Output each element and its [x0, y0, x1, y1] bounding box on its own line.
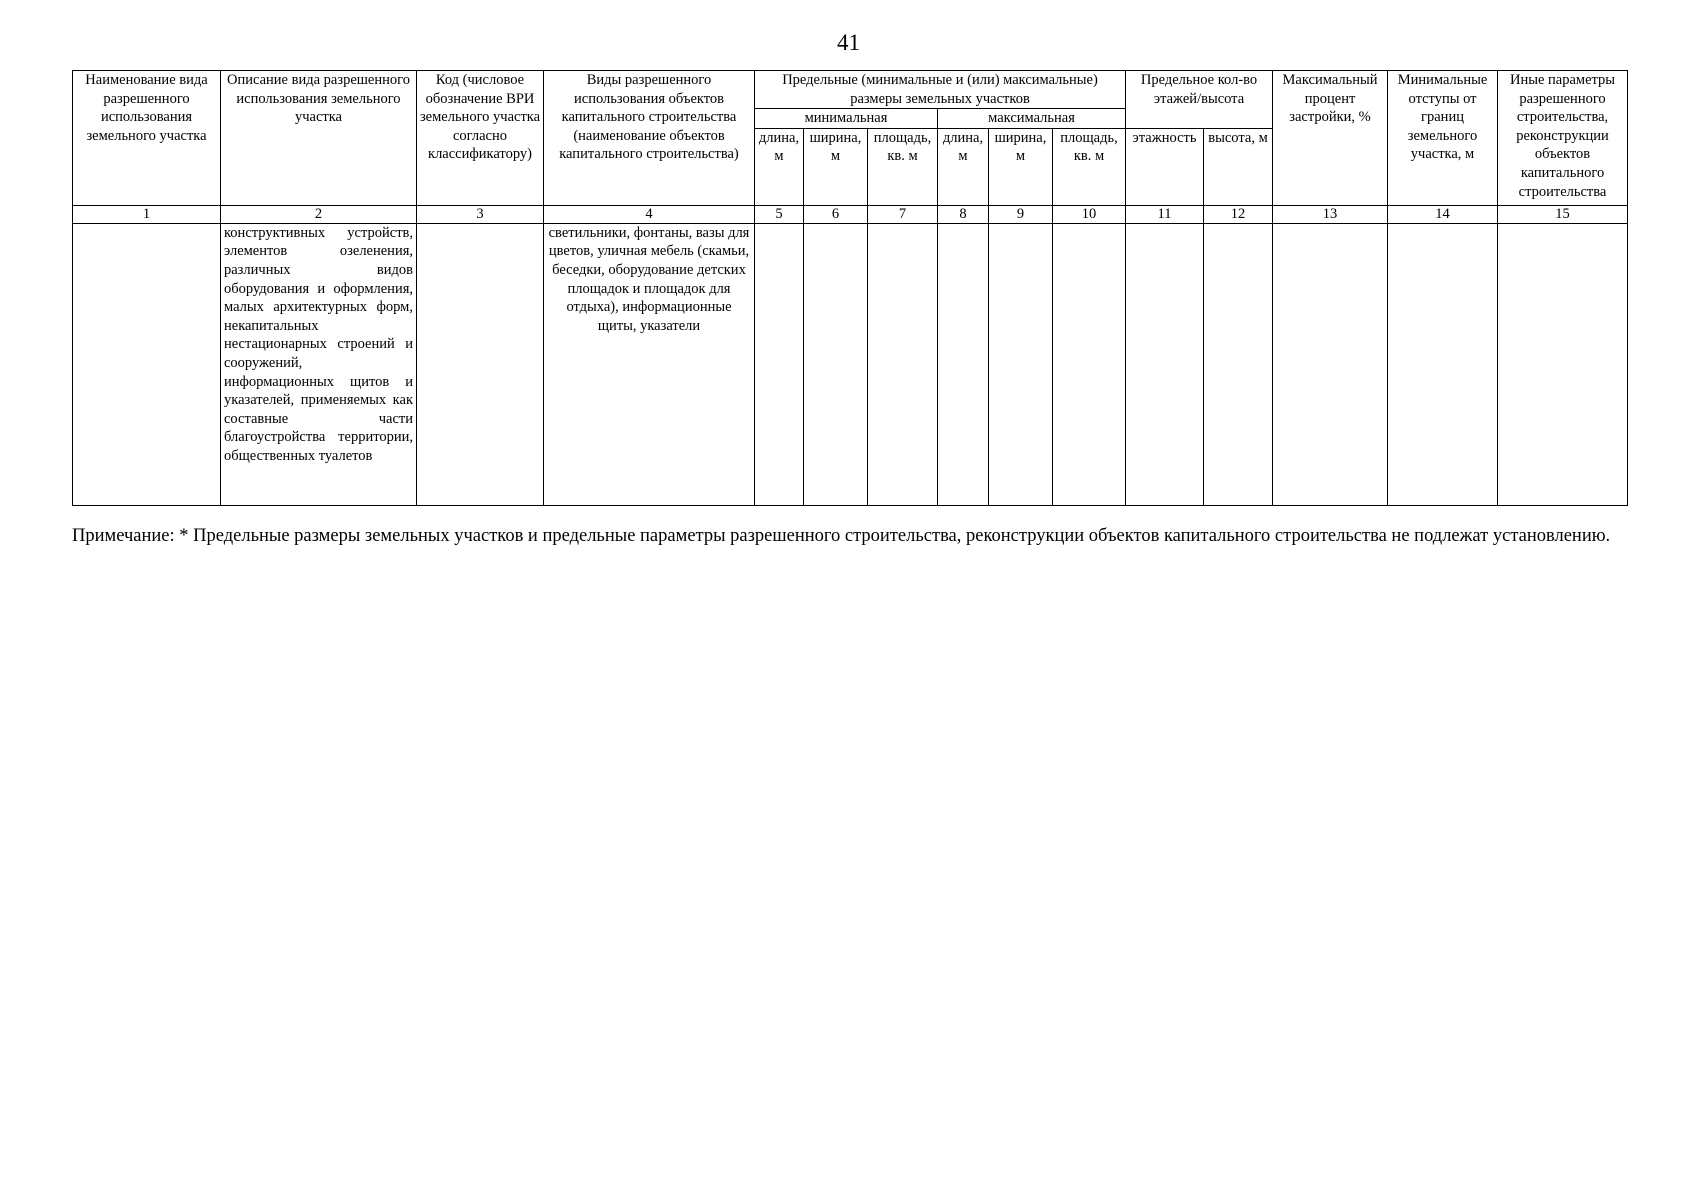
- header-col10: площадь, кв. м: [1053, 128, 1126, 205]
- cell-col10: [1053, 223, 1126, 505]
- column-number: 14: [1388, 205, 1498, 223]
- header-sub-max: максимальная: [938, 109, 1126, 129]
- column-number: 1: [73, 205, 221, 223]
- header-group-sizes: Предельные (минимальные и (или) максимальные) размеры земельных участков: [755, 71, 1126, 109]
- header-col15: Иные параметры разрешенного строительства, реконструкции объектов капитального строительства: [1498, 71, 1628, 206]
- header-sub-min: минимальная: [755, 109, 938, 129]
- header-col12: высота, м: [1204, 128, 1273, 205]
- column-number: 13: [1273, 205, 1388, 223]
- column-number: 10: [1053, 205, 1126, 223]
- header-col3: Код (числовое обозначение ВРИ земельного участка согласно классификатору): [417, 71, 544, 206]
- header-group-floors: Предельное кол-во этажей/высота: [1126, 71, 1273, 129]
- cell-col6: [804, 223, 868, 505]
- header-col9: ширина, м: [989, 128, 1053, 205]
- column-number: 11: [1126, 205, 1204, 223]
- header-col4: Виды разрешенного использования объектов капитального строительства (наименование объектов капитального строительства): [544, 71, 755, 206]
- header-col6: ширина, м: [804, 128, 868, 205]
- cell-col12: [1204, 223, 1273, 505]
- page-number: 41: [837, 30, 860, 55]
- cell-col7: [868, 223, 938, 505]
- header-col5: длина, м: [755, 128, 804, 205]
- column-number: 5: [755, 205, 804, 223]
- cell-col9: [989, 223, 1053, 505]
- column-number: 12: [1204, 205, 1273, 223]
- column-number: 15: [1498, 205, 1628, 223]
- cell-col14: [1388, 223, 1498, 505]
- column-number: 9: [989, 205, 1053, 223]
- header-row-1: [73, 71, 1628, 109]
- cell-col11: [1126, 223, 1204, 505]
- column-number-row: [73, 205, 1628, 223]
- cell-col8: [938, 223, 989, 505]
- cell-col1: [73, 223, 221, 505]
- cell-col3: [417, 223, 544, 505]
- land-use-table: [72, 70, 1628, 506]
- footnote: Примечание: * Предельные размеры земельных участков и предельные параметры разрешенного строительства, реконструкции объектов капитального строительства не подлежат установлению.: [72, 526, 1611, 546]
- header-col7: площадь, кв. м: [868, 128, 938, 205]
- cell-col15: [1498, 223, 1628, 505]
- header-col13: Максимальный процент застройки, %: [1273, 71, 1388, 206]
- header-col11: этажность: [1126, 128, 1204, 205]
- cell-col2-text: конструктивных устройств, элементов озеленения, различных видов оборудования и оформления, малых архитектурных форм, некапитальных нестационарных строений и сооружений, информационных щитов и указателей, применяемых как составные части благоустройства территории, общественных туалетов: [224, 224, 413, 464]
- cell-col4: светильники, фонтаны, вазы для цветов, уличная мебель (скамьи, беседки, оборудование детских площадок и площадок для отдыха), информационные щиты, указатели: [544, 223, 755, 505]
- column-number: 7: [868, 205, 938, 223]
- cell-col2: [221, 223, 417, 505]
- column-number: 6: [804, 205, 868, 223]
- header-col14: Минимальные отступы от границ земельного участка, м: [1388, 71, 1498, 206]
- header-col2: Описание вида разрешенного использования земельного участка: [221, 71, 417, 206]
- column-number: 3: [417, 205, 544, 223]
- column-number: 4: [544, 205, 755, 223]
- cell-col13: [1273, 223, 1388, 505]
- table-row: [73, 223, 1628, 505]
- header-col8: длина, м: [938, 128, 989, 205]
- cell-col5: [755, 223, 804, 505]
- header-col1: Наименование вида разрешенного использования земельного участка: [73, 71, 221, 206]
- column-number: 8: [938, 205, 989, 223]
- column-number: 2: [221, 205, 417, 223]
